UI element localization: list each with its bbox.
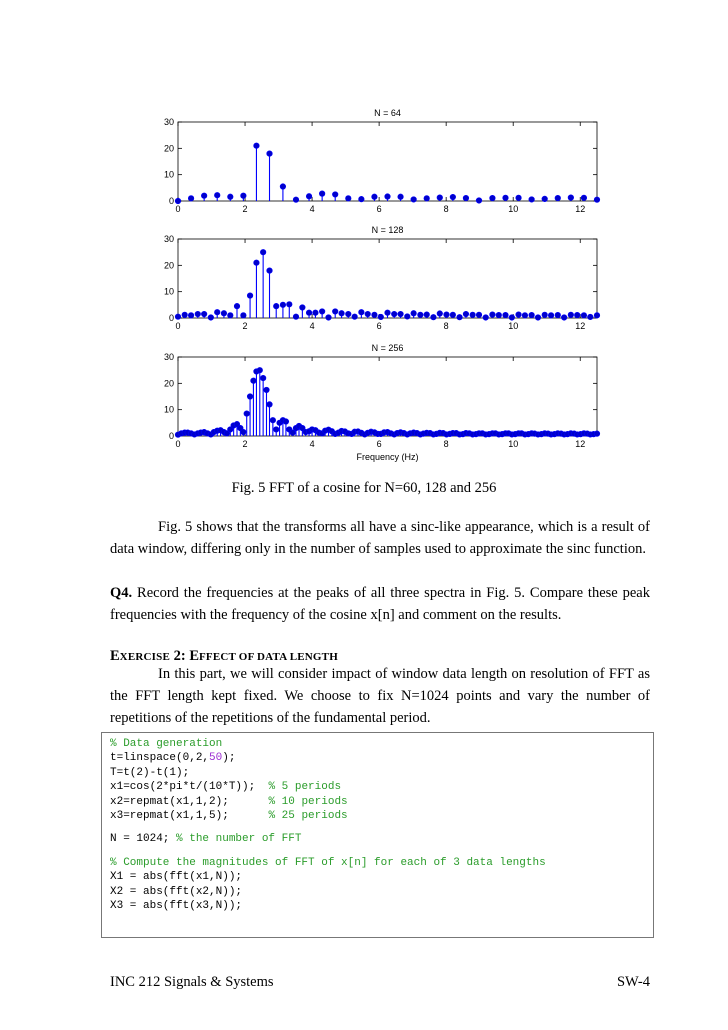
stem-marker [227, 194, 233, 200]
stem-marker [470, 312, 476, 318]
stem-marker [385, 310, 391, 316]
x-axis-label: Frequency (Hz) [356, 452, 419, 462]
stem-marker [437, 195, 443, 201]
stem-marker [260, 249, 266, 255]
stem-marker [581, 195, 587, 201]
stem-marker [378, 314, 384, 320]
stem-marker [280, 302, 286, 308]
y-tick-label: 20 [163, 143, 174, 154]
stem-marker [175, 198, 181, 204]
x-tick-label: 10 [508, 321, 519, 331]
x-tick-label: 2 [242, 204, 248, 214]
stem-marker [424, 312, 430, 318]
stem-marker [476, 312, 482, 318]
footer-course: INC 212 Signals & Systems [110, 974, 274, 990]
stem-marker [244, 411, 250, 417]
x-tick-label: 6 [376, 439, 382, 449]
stem-marker [418, 312, 424, 318]
y-tick-label: 0 [168, 313, 174, 323]
paragraph-data-length: In this part, we will consider impact of window data length on resolution of FFT as the FFT length kept fixed. We choose to fix N=1024 points and vary the number of repetitions of the repetitions of the fundamental period. [110, 666, 650, 726]
stem-marker [359, 196, 365, 202]
x-tick-label: 12 [575, 439, 586, 449]
y-tick-label: 20 [163, 378, 174, 389]
code-line: x3=repmat(x1,1,5); % 25 periods [110, 809, 348, 822]
stem-marker [182, 312, 188, 318]
code-line: X3 = abs(fft(x3,N)); [110, 899, 243, 912]
stem-marker [509, 315, 515, 321]
stem-marker [476, 198, 482, 204]
stem-marker [257, 367, 263, 373]
axes-box [178, 357, 597, 436]
stem-marker [385, 194, 391, 200]
stem-marker [365, 311, 371, 317]
stem-marker [463, 195, 469, 201]
x-tick-label: 6 [376, 321, 382, 331]
code-line: T=t(2)-t(1); [110, 766, 190, 779]
stem-marker [411, 197, 417, 203]
stem-marker [555, 312, 561, 318]
stem-marker [188, 196, 194, 202]
stem-marker [201, 311, 207, 317]
x-tick-label: 12 [575, 204, 586, 214]
stem-marker [326, 315, 332, 321]
question-q4 [110, 582, 650, 626]
y-tick-label: 30 [163, 117, 174, 127]
stem-marker [503, 195, 509, 201]
stem-marker [214, 309, 220, 315]
code-line: X1 = abs(fft(x1,N)); [110, 871, 243, 884]
stem-marker [280, 184, 286, 190]
stem-marker [175, 314, 181, 320]
stem-marker [490, 195, 496, 201]
stem-marker [372, 194, 378, 200]
stem-marker [241, 193, 247, 199]
stem-marker [273, 303, 279, 309]
stem-marker [254, 143, 260, 149]
stem-marker [391, 311, 397, 317]
x-tick-label: 0 [175, 321, 181, 331]
stem-marker [568, 312, 574, 318]
stem-marker [457, 314, 463, 320]
q4-text: Record the frequencies at the peaks of all three spectra in Fig. 5. Compare these peak frequencies with the frequency of the cosine x[n] and comment on the results. [110, 585, 650, 623]
stem-marker [568, 195, 574, 201]
stem-marker [503, 312, 509, 318]
x-tick-label: 2 [242, 321, 248, 331]
stem-marker [522, 313, 528, 319]
stem-marker [293, 197, 299, 203]
stem-marker [306, 310, 312, 316]
code-line: X2 = abs(fft(x2,N)); [110, 885, 243, 898]
stem-marker [221, 310, 227, 316]
y-tick-label: 30 [163, 234, 174, 244]
code-block [101, 732, 654, 938]
chart-title: N = 256 [371, 343, 404, 353]
x-tick-label: 0 [175, 439, 181, 449]
stem-marker [561, 315, 567, 321]
y-tick-label: 0 [168, 431, 174, 441]
stem-marker [535, 315, 541, 321]
x-tick-label: 12 [575, 321, 586, 331]
stem-marker [542, 196, 548, 202]
chart-title: N = 128 [371, 225, 404, 235]
x-tick-label: 4 [309, 321, 315, 331]
stem-marker [319, 309, 325, 315]
stem-marker [450, 312, 456, 318]
stem-marker [339, 310, 345, 316]
stem-marker [319, 191, 325, 197]
stem-marker [548, 313, 554, 319]
y-tick-label: 30 [163, 352, 174, 362]
stem-marker [574, 312, 580, 318]
footer-page: SW-4 [616, 974, 650, 990]
stem-marker [516, 312, 522, 318]
y-tick-label: 0 [168, 196, 174, 206]
stem-marker [490, 312, 496, 318]
x-tick-label: 4 [309, 439, 315, 449]
stem-marker [352, 314, 358, 320]
stem-marker [398, 194, 404, 200]
stem-marker [214, 192, 220, 198]
stem-marker [247, 394, 253, 400]
x-tick-label: 2 [242, 439, 248, 449]
x-tick-label: 8 [443, 321, 449, 331]
stem-marker [270, 417, 276, 423]
stem-marker [264, 387, 270, 393]
code-line: % Compute the magnitudes of FFT of x[n] for each of 3 data lengths [110, 856, 546, 869]
chart-title: N = 64 [374, 108, 401, 118]
x-tick-label: 4 [309, 204, 315, 214]
x-tick-label: 8 [443, 204, 449, 214]
figure-caption: Fig. 5 FFT of a cosine for N=60, 128 and 256 [231, 480, 497, 496]
stem-marker [594, 313, 600, 319]
stem-marker [267, 402, 273, 408]
y-tick-label: 20 [163, 260, 174, 271]
q4-label: Q4. [110, 585, 133, 601]
stem-marker [332, 309, 338, 315]
stem-marker [195, 311, 201, 317]
stem-marker [254, 260, 260, 266]
code-line: x2=repmat(x1,1,2); % 10 periods [110, 795, 348, 808]
stem-marker [444, 312, 450, 318]
stem-marker [283, 419, 289, 425]
stem-marker [332, 192, 338, 198]
stem-marker [542, 312, 548, 318]
stem-marker [300, 305, 306, 311]
x-tick-label: 0 [175, 204, 181, 214]
stem-marker [424, 196, 430, 202]
stem-marker [437, 311, 443, 317]
stem-marker [241, 429, 247, 435]
stem-marker [483, 315, 489, 321]
stem-marker [431, 314, 437, 320]
stem-marker [450, 194, 456, 200]
stem-marker [587, 314, 593, 320]
x-tick-label: 10 [508, 204, 519, 214]
y-tick-label: 10 [163, 404, 174, 415]
stem-marker [247, 293, 253, 299]
code-line: t=linspace(0,2,50); [110, 752, 236, 765]
stem-marker [529, 197, 535, 203]
stem-marker [594, 431, 600, 437]
stem-marker [208, 315, 214, 321]
stem-marker [201, 193, 207, 199]
x-tick-label: 8 [443, 439, 449, 449]
stem-marker [398, 311, 404, 317]
stem-marker [251, 378, 257, 384]
stem-marker [372, 312, 378, 318]
stem-marker [267, 151, 273, 157]
x-tick-label: 10 [508, 439, 519, 449]
stem-marker [516, 195, 522, 201]
stem-marker [306, 193, 312, 199]
stem-marker [581, 313, 587, 319]
y-tick-label: 10 [163, 286, 174, 297]
stem-marker [529, 312, 535, 318]
stem-marker [463, 311, 469, 317]
x-tick-label: 6 [376, 204, 382, 214]
stem-marker [241, 313, 247, 319]
code-line: N = 1024; % the number of FFT [110, 833, 302, 846]
stem-marker [293, 314, 299, 320]
exercise-heading: EXERCISE 2: EFFECT OF DATA LENGTH [110, 648, 338, 664]
stem-marker [313, 310, 319, 316]
fft-figure [0, 0, 728, 470]
code-line: x1=cos(2*pi*t/(10*T)); % 5 periods [110, 781, 342, 794]
y-tick-label: 10 [163, 169, 174, 180]
stem-marker [345, 311, 351, 317]
code-line: % Data generation [110, 738, 223, 750]
paragraph-sinc: Fig. 5 shows that the transforms all have a sinc-like appearance, which is a result of data window, differing only in the number of samples used to approximate the sinc function. [110, 519, 650, 557]
stem-marker [273, 427, 279, 433]
stem-marker [404, 314, 410, 320]
stem-marker [227, 313, 233, 319]
stem-marker [286, 302, 292, 308]
axes-box [178, 122, 597, 201]
stem-marker [260, 375, 266, 381]
stem-marker [267, 268, 273, 274]
stem-marker [345, 196, 351, 202]
stem-marker [594, 197, 600, 203]
stem-marker [234, 303, 240, 309]
stem-marker [359, 309, 365, 315]
stem-marker [188, 313, 194, 319]
axes-box [178, 239, 597, 318]
stem-marker [411, 310, 417, 316]
stem-marker [496, 312, 502, 318]
stem-marker [555, 195, 561, 201]
